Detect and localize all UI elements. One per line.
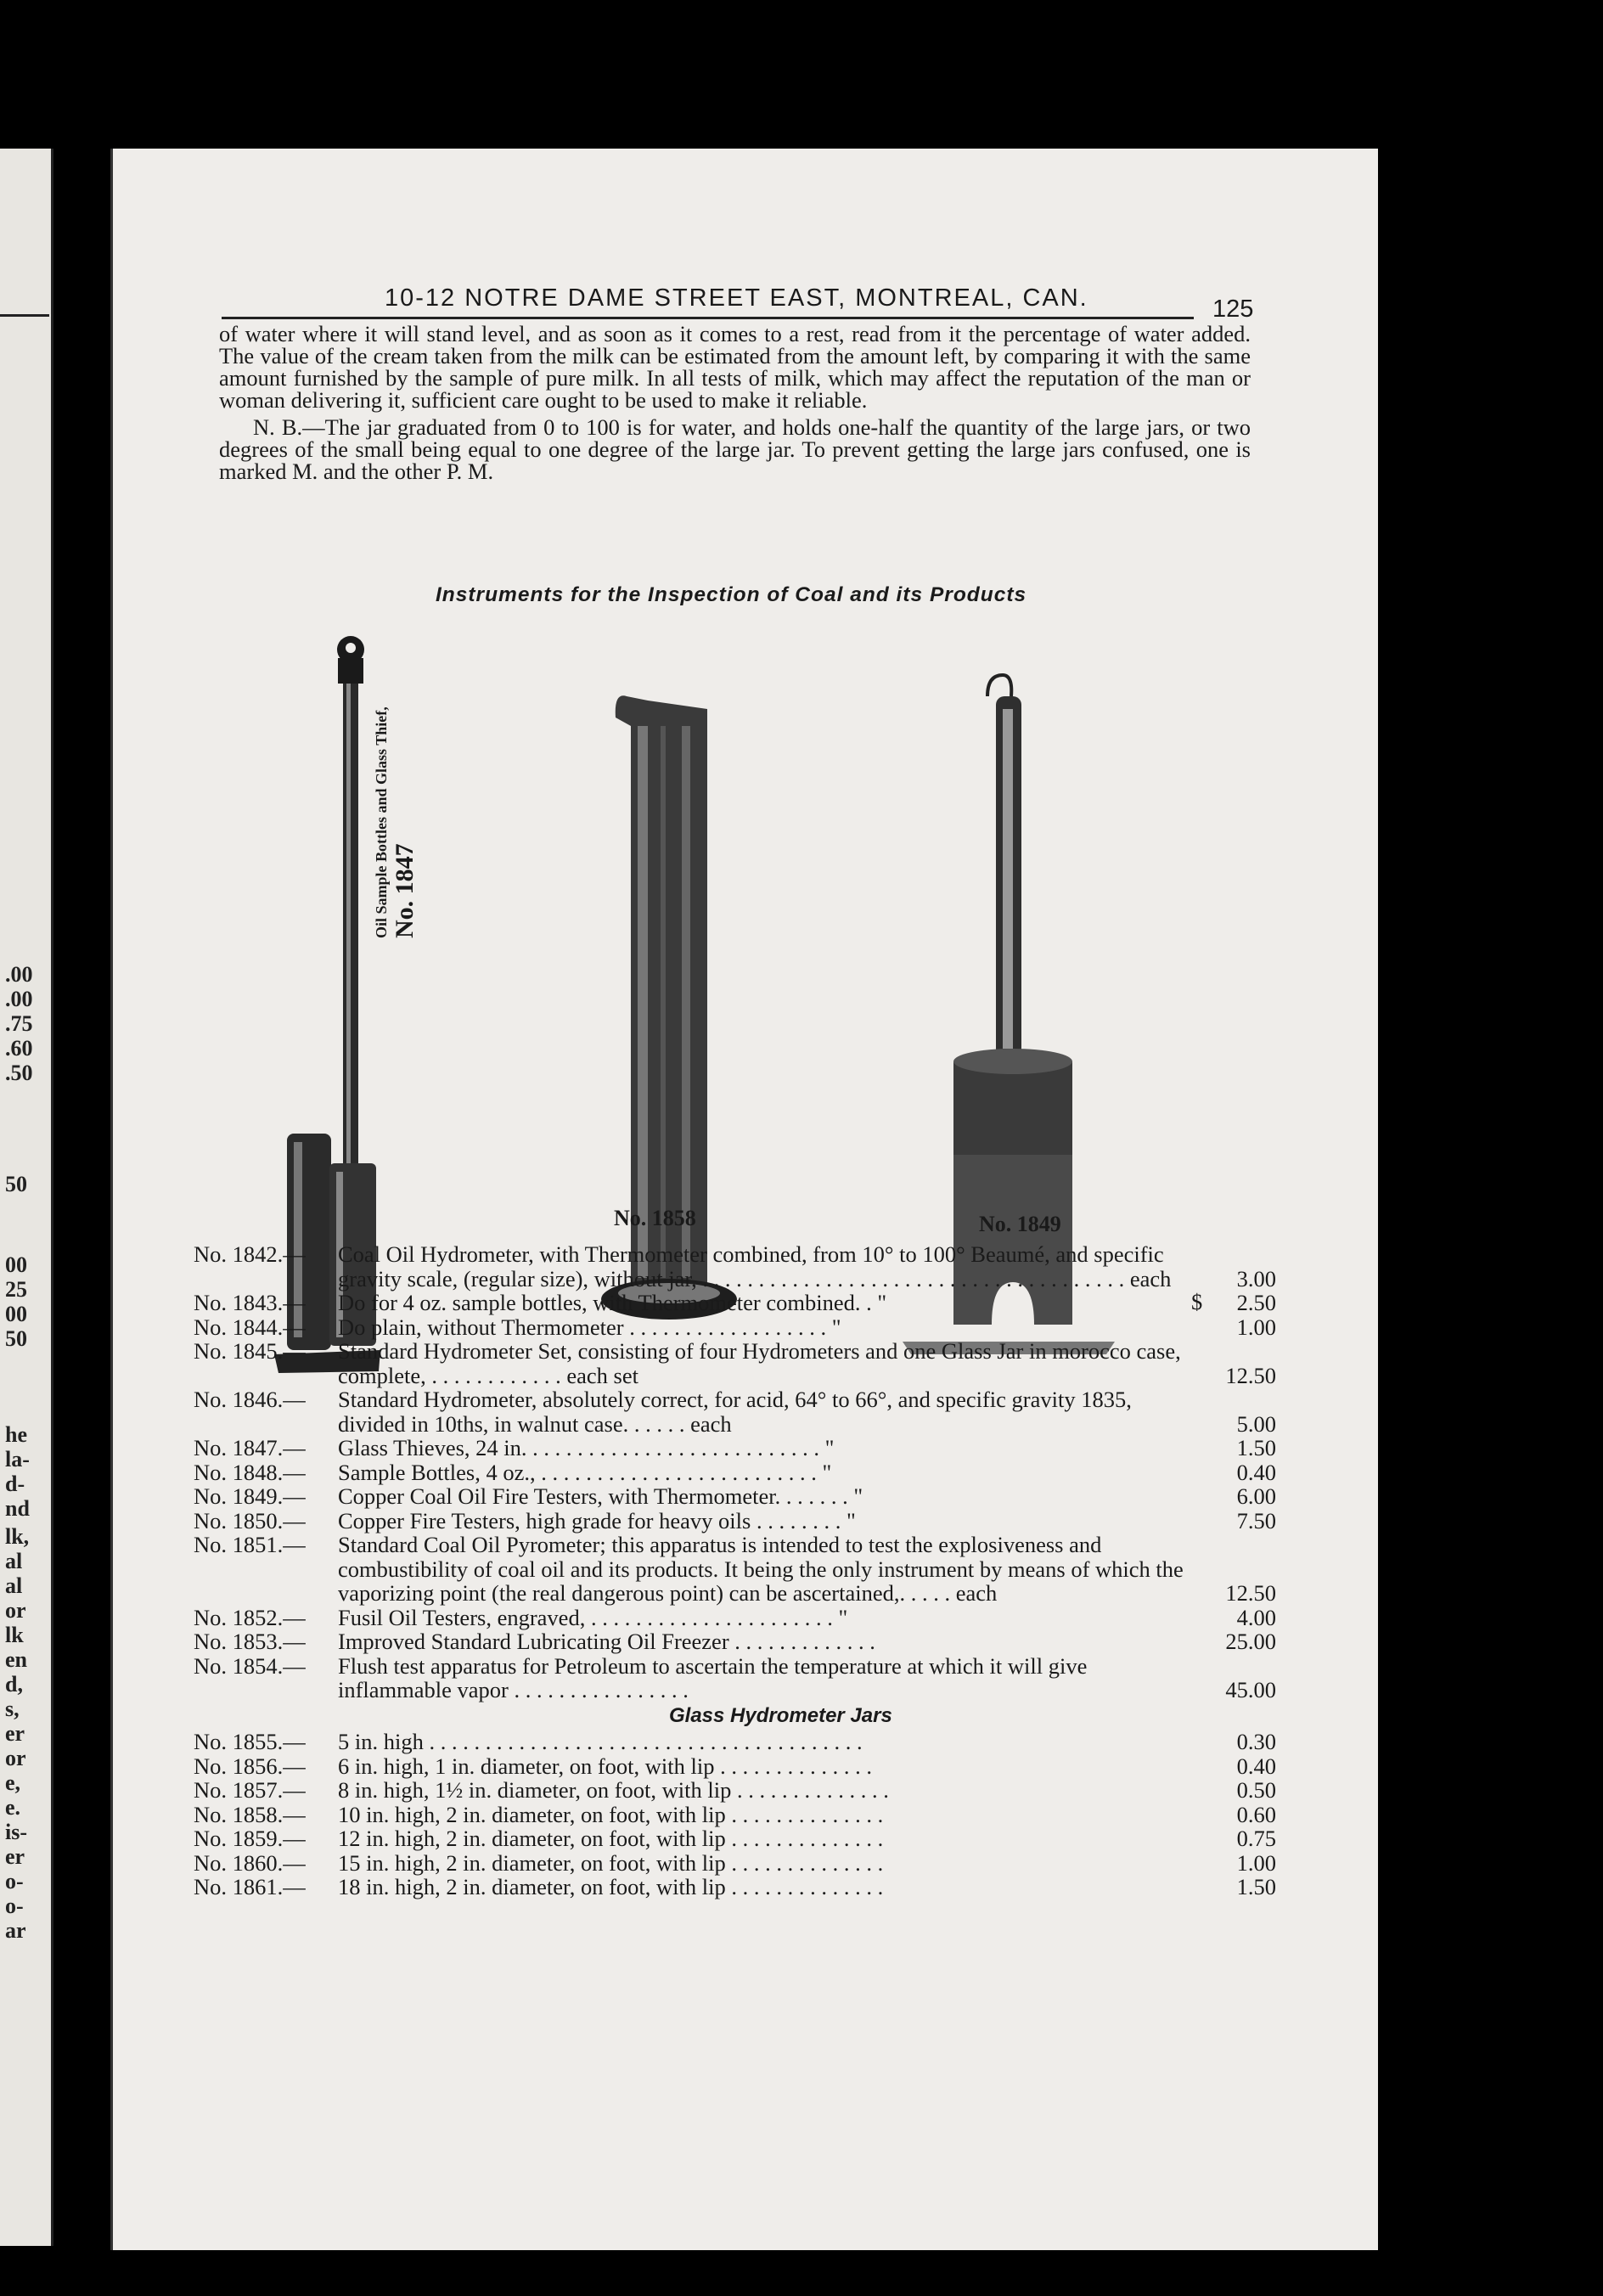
list-item: No. 1849.— Copper Coal Oil Fire Testers, with Thermometer. . . . . . . " 6.00: [194, 1483, 1276, 1509]
list-item: No. 1848.— Sample Bottles, 4 oz., . . . . . . . . . . . . . . . . . . . . . . . . . " 0.40: [194, 1459, 1276, 1485]
jar-row: No. 1856.— 6 in. high, 1 in. diameter, on foot, with lip . . . . . . . . . . . . . . 0.40: [194, 1753, 1276, 1779]
paragraph-2: N. B.—The jar graduated from 0 to 100 is for water, and holds one-half the quantity of the large jars, or two degrees of the small being equal to one degree of the large jar. To prevent getting the large jars confused, one is marked M. and the other P. M.: [219, 414, 1251, 484]
list-item: No. 1850.— Copper Fire Testers, high grade for heavy oils . . . . . . . . " 7.50: [194, 1507, 1276, 1533]
paragraph-1: of water where it will stand level, and as soon as it comes to a rest, read from it the percentage of water added. The value of the cream taken from the milk can be estimated from the amount left, by comparing it with the same amount furnished by the sample of pure milk. In all tests of milk, which may affect the reputation of the man or woman delivering it, sufficient care ought to be used to make it reliable.: [219, 321, 1251, 413]
list-item: No. 1845.— Standard Hydrometer Set, consisting of four Hydrometers and one Glass Jar in morocco case, complete, . . . . . . . . . . . . each set 12.50: [194, 1338, 1276, 1388]
section-title: Instruments for the Inspection of Coal and its Products: [436, 583, 1027, 606]
list-item: No. 1853.— Improved Standard Lubricating Oil Freezer . . . . . . . . . . . . . 25.00: [194, 1629, 1276, 1654]
list-item: No. 1847.— Glass Thieves, 24 in. . . . . . . . . . . . . . . . . . . . . . . . . . . " 1.50: [194, 1435, 1276, 1460]
jar-row: No. 1857.— 8 in. high, 1½ in. diameter, on foot, with lip . . . . . . . . . . . . . . 0.50: [194, 1777, 1276, 1803]
price-list: [194, 1242, 1297, 1899]
jar-row: No. 1861.— 18 in. high, 2 in. diameter, on foot, with lip . . . . . . . . . . . . . . 1.50: [194, 1874, 1276, 1899]
jar-row: No. 1855.— 5 in. high . . . . . . . . . . . . . . . . . . . . . . . . . . . . . . . . . . . . . . . 0.30: [194, 1729, 1276, 1754]
list-item: No. 1852.— Fusil Oil Testers, engraved, . . . . . . . . . . . . . . . . . . . . . . " 4.00: [194, 1604, 1276, 1630]
catalog-page: [110, 149, 1378, 2250]
adjacent-word-fragments-1: he la- d- nd: [5, 1422, 30, 1521]
jar-row: No. 1860.— 15 in. high, 2 in. diameter, on foot, with lip . . . . . . . . . . . . . . 1.00: [194, 1849, 1276, 1876]
adjacent-price-fragments-1: .00 .00 .75 .60 .50: [5, 962, 33, 1085]
adjacent-price-fragments-2: 50: [5, 1172, 27, 1196]
header-rule: [222, 317, 1194, 319]
adjacent-page-rule: [0, 314, 49, 317]
list-item: No. 1851.— Standard Coal Oil Pyrometer; this apparatus is intended to test the explosiveness and combustibility of coal oil and its products. It being the only instrument by means of which the vaporizing point (the real dangerous point) can be ascertained,. . . . . each 12.50: [194, 1532, 1276, 1606]
figure-1847-caption: Oil Sample Bottles and Glass Thief, No. 1847: [373, 706, 419, 938]
running-head: 10-12 NOTRE DAME STREET EAST, MONTREAL, CAN.: [385, 284, 1088, 312]
page-number: 125: [1212, 295, 1254, 323]
body-text: [219, 323, 1251, 482]
list-item: No. 1846.— Standard Hydrometer, absolutely correct, for acid, 64° to 66°, and specific gravity 1835, divided in 10ths, in walnut case. . . . . . each 5.00: [194, 1387, 1276, 1437]
figure-1849-caption: No. 1849: [979, 1212, 1061, 1236]
jars-subtitle: Glass Hydrometer Jars: [669, 1703, 892, 1727]
jar-row: No. 1858.— 10 in. high, 2 in. diameter, on foot, with lip . . . . . . . . . . . . . . 0.60: [194, 1801, 1276, 1827]
jar-row: No. 1859.— 12 in. high, 2 in. diameter, on foot, with lip . . . . . . . . . . . . . . 0.75: [194, 1826, 1276, 1851]
list-item: No. 1843.— Do for 4 oz. sample bottles, with Thermometer combined. . " 2.50: [194, 1290, 1276, 1315]
list-item: No. 1844.— Do plain, without Thermometer . . . . . . . . . . . . . . . . . . " 1.00: [194, 1314, 1276, 1340]
adjacent-word-fragments-2: lk, al al or lk en d, s, er or e, e. is- er o- o- ar: [5, 1524, 30, 1943]
adjacent-page-strip: [0, 149, 53, 2246]
figure-1858-caption: No. 1858: [614, 1206, 696, 1230]
list-item: No. 1854.— Flush test apparatus for Petroleum to ascertain the temperature at which it will give inflammable vapor . . . . . . . . . . . . . . . . 45.00: [194, 1652, 1276, 1702]
adjacent-price-fragments-3: 00 25 00 50: [5, 1252, 27, 1351]
list-item: No. 1842.— Coal Oil Hydrometer, with Thermometer combined, from 10° to 100° Beaumé, and specific gravity scale, (regular size), without jar, . . . . . . . . . . . . . . . . . . . . . . . . . . . . . . . . . . . . . . each $ 3.00: [194, 1241, 1276, 1314]
